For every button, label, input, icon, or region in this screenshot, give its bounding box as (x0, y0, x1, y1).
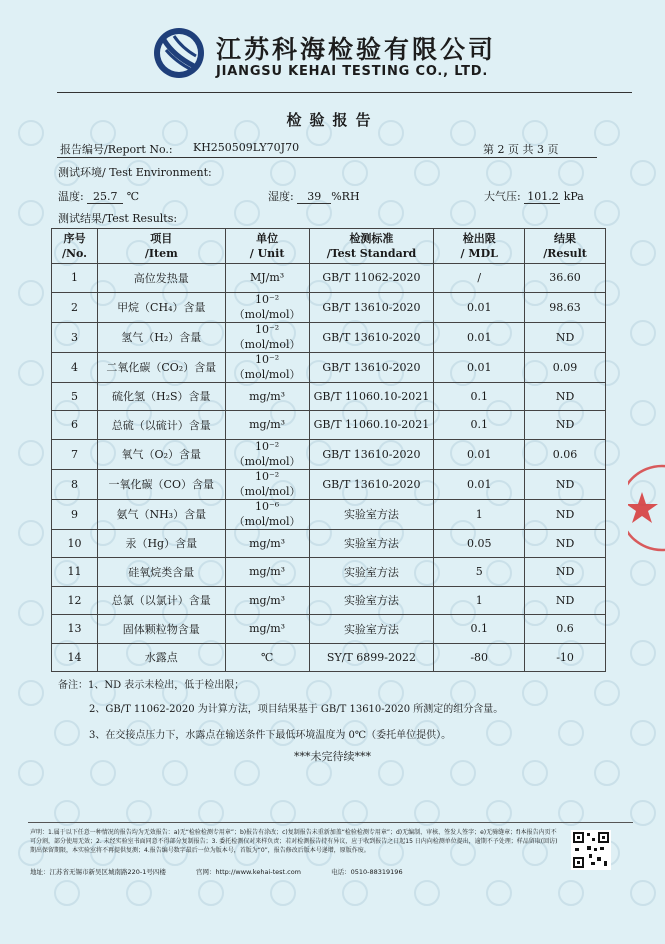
header-divider (57, 92, 632, 93)
row-no: 4 (52, 352, 98, 382)
table-row (52, 439, 606, 469)
col-item: 项目 /Item (97, 229, 225, 264)
row-result: ND (525, 558, 606, 587)
row-mdl: -80 (434, 643, 525, 672)
watermark-logo-icon (594, 680, 620, 706)
row-mdl: 5 (434, 558, 525, 587)
continued-marker: ***未完待续*** (294, 750, 371, 763)
row-standard: GB/T 13610-2020 (309, 322, 434, 352)
row-result: ND (525, 529, 606, 558)
row-standard: GB/T 11060.10-2021 (309, 411, 434, 440)
watermark-logo-icon (18, 440, 44, 466)
watermark-logo-icon (630, 640, 656, 666)
row-no: 7 (52, 439, 98, 469)
col-standard: 检测标准 /Test Standard (309, 229, 434, 264)
watermark-logo-icon (630, 800, 656, 826)
row-item: 甲烷（CH₄）含量 (97, 292, 225, 322)
env-label: 测试环境/ Test Environment: (58, 166, 212, 179)
row-mdl: 1 (434, 586, 525, 615)
row-mdl: 0.01 (434, 292, 525, 322)
row-result: 0.06 (525, 439, 606, 469)
row-item: 氢气（H₂）含量 (97, 322, 225, 352)
col-result: 结果 /Result (525, 229, 606, 264)
company-name-cn: 江苏科海检验有限公司 (216, 35, 497, 64)
watermark-logo-icon (18, 680, 44, 706)
table-row (52, 469, 606, 499)
row-mdl: 0.01 (434, 322, 525, 352)
row-result: ND (525, 586, 606, 615)
watermark-logo-icon (198, 880, 224, 906)
watermark-logo-icon (270, 880, 296, 906)
row-mdl: 0.01 (434, 439, 525, 469)
report-no-label: 报告编号/Report No.: (60, 143, 173, 156)
row-item: 水露点 (97, 643, 225, 672)
row-standard: 实验室方法 (309, 558, 434, 587)
row-result: 0.09 (525, 352, 606, 382)
row-mdl: 0.01 (434, 469, 525, 499)
row-standard: GB/T 13610-2020 (309, 352, 434, 382)
row-result: ND (525, 322, 606, 352)
row-standard: SY/T 6899-2022 (309, 643, 434, 672)
row-item: 氧气（O₂）含量 (97, 439, 225, 469)
col-no: 序号 /No. (52, 229, 98, 264)
row-standard: GB/T 11060.10-2021 (309, 382, 434, 411)
row-standard: GB/T 13610-2020 (309, 292, 434, 322)
footer-statement: 声明：1.属于以下任意一种情况的报告均为无效报告：a)无“检验检测专用章”；b)报告有涂改；c)复制报告未重新加盖“检验检测专用章”；d)无编制、审核、签发人签字；e)无骑缝章；f)本报告内页不可分割，部分使用无效；2. 未经实验室书面同意不得部分复制报告；3. 委托检测仅对来样负责；若对检测报告持有异议，应于收到报告之日起15 日内向检测单位提出，逾期不予处理；样品留取(回访)期出保留期限，本实验室将不再提供复测；4.报告编号数字最后一位为版本号，首版为“0”，报告修改后版本号递增，原版作废。 (30, 829, 558, 854)
row-result: ND (525, 469, 606, 499)
watermark-logo-icon (558, 160, 584, 186)
table-row (52, 411, 606, 440)
table-row (52, 643, 606, 672)
row-standard: 实验室方法 (309, 529, 434, 558)
note-3: 3、在交接点压力下，水露点在输送条件下最低环境温度为 0℃（委托单位提供）。 (89, 730, 452, 741)
report-divider (57, 157, 597, 158)
row-result: 98.63 (525, 292, 606, 322)
row-unit: 10⁻²（mol/mol） (225, 322, 309, 352)
row-mdl: 0.1 (434, 615, 525, 644)
humidity-value: 39 (297, 190, 331, 204)
watermark-logo-icon (270, 160, 296, 186)
watermark-logo-icon (342, 160, 368, 186)
report-no-value: KH250509LY70J70 (193, 141, 300, 154)
row-item: 硅氧烷类含量 (97, 558, 225, 587)
watermark-logo-icon (558, 720, 584, 746)
row-item: 汞（Hg）含量 (97, 529, 225, 558)
watermark-logo-icon (486, 720, 512, 746)
table-row (52, 499, 606, 529)
watermark-logo-icon (18, 200, 44, 226)
row-unit: MJ/m³ (225, 264, 309, 293)
row-no: 9 (52, 499, 98, 529)
row-unit: 10⁻²（mol/mol） (225, 439, 309, 469)
watermark-logo-icon (594, 200, 620, 226)
row-mdl: 1 (434, 499, 525, 529)
watermark-logo-icon (234, 200, 260, 226)
table-row (52, 264, 606, 293)
row-unit: 10⁻²（mol/mol） (225, 352, 309, 382)
watermark-logo-icon (630, 240, 656, 266)
row-item: 固体颗粒物含量 (97, 615, 225, 644)
temperature: 温度: 25.7 ℃ (58, 190, 140, 203)
report-number-line (60, 141, 600, 157)
row-result: 36.60 (525, 264, 606, 293)
watermark-logo-icon (18, 600, 44, 626)
results-table (51, 228, 606, 672)
footer-divider (28, 822, 633, 823)
watermark-logo-icon (342, 880, 368, 906)
watermark-logo-icon (630, 720, 656, 746)
row-standard: GB/T 13610-2020 (309, 439, 434, 469)
row-unit: mg/m³ (225, 529, 309, 558)
row-mdl: 0.01 (434, 352, 525, 382)
footer-phone: 电话：0510-88319196 (331, 868, 403, 876)
table-row (52, 382, 606, 411)
row-mdl: / (434, 264, 525, 293)
row-unit: ℃ (225, 643, 309, 672)
row-item: 氨气（NH₃）含量 (97, 499, 225, 529)
row-mdl: 0.05 (434, 529, 525, 558)
row-result: ND (525, 499, 606, 529)
watermark-logo-icon (630, 400, 656, 426)
row-mdl: 0.1 (434, 411, 525, 440)
row-no: 8 (52, 469, 98, 499)
watermark-logo-icon (126, 880, 152, 906)
row-standard: 实验室方法 (309, 586, 434, 615)
watermark-logo-icon (630, 160, 656, 186)
watermark-logo-icon (558, 880, 584, 906)
table-row (52, 586, 606, 615)
note-1: 备注：1、ND 表示未检出，低于检出限； (58, 680, 245, 691)
report-header (0, 20, 665, 90)
company-name-en: JIANGSU KEHAI TESTING CO., LTD. (216, 64, 489, 79)
row-no: 14 (52, 643, 98, 672)
row-no: 6 (52, 411, 98, 440)
page-indicator: 第 2 页 共 3 页 (483, 143, 559, 156)
footer-address: 地址：江苏省无锡市新吴区城南路220-1号四楼 (30, 868, 166, 876)
row-standard: GB/T 11062-2020 (309, 264, 434, 293)
table-row (52, 529, 606, 558)
row-unit: 10⁻⁶（mol/mol） (225, 499, 309, 529)
row-standard: 实验室方法 (309, 499, 434, 529)
seal-stamp-icon (628, 448, 665, 568)
row-item: 总氯（以氯计）含量 (97, 586, 225, 615)
col-unit: 单位 / Unit (225, 229, 309, 264)
qr-code-icon (571, 830, 611, 870)
watermark-logo-icon (18, 520, 44, 546)
row-no: 12 (52, 586, 98, 615)
doc-title: 检验报告 (286, 111, 379, 129)
row-item: 高位发热量 (97, 264, 225, 293)
pressure-value: 101.2 (524, 190, 560, 204)
watermark-logo-icon (54, 720, 80, 746)
watermark-logo-icon (414, 880, 440, 906)
table-row (52, 615, 606, 644)
watermark-logo-icon (486, 160, 512, 186)
company-logo-icon (152, 26, 206, 80)
results-label: 测试结果/Test Results: (58, 212, 178, 225)
watermark-logo-icon (54, 880, 80, 906)
row-mdl: 0.1 (434, 382, 525, 411)
pressure: 大气压: 101.2 kPa (484, 190, 584, 203)
row-item: 总硫（以硫计）含量 (97, 411, 225, 440)
watermark-logo-icon (630, 320, 656, 346)
temperature-value: 25.7 (87, 190, 123, 204)
row-no: 5 (52, 382, 98, 411)
row-standard: GB/T 13610-2020 (309, 469, 434, 499)
row-no: 1 (52, 264, 98, 293)
table-row (52, 558, 606, 587)
watermark-logo-icon (18, 360, 44, 386)
row-no: 10 (52, 529, 98, 558)
watermark-logo-icon (18, 280, 44, 306)
row-standard: 实验室方法 (309, 615, 434, 644)
row-unit: mg/m³ (225, 382, 309, 411)
row-result: ND (525, 382, 606, 411)
row-unit: 10⁻²（mol/mol） (225, 292, 309, 322)
watermark-logo-icon (486, 880, 512, 906)
watermark-logo-icon (378, 200, 404, 226)
table-row (52, 292, 606, 322)
row-no: 3 (52, 322, 98, 352)
col-mdl: 检出限 / MDL (434, 229, 525, 264)
table-row (52, 322, 606, 352)
row-result: ND (525, 411, 606, 440)
footer-contact (30, 867, 431, 876)
note-2: 2、GB/T 11062-2020 为计算方法，项目结果基于 GB/T 13610-2020 所测定的组分含量。 (89, 704, 504, 715)
row-unit: mg/m³ (225, 586, 309, 615)
row-unit: mg/m³ (225, 558, 309, 587)
row-no: 13 (52, 615, 98, 644)
table-row (52, 352, 606, 382)
row-result: 0.6 (525, 615, 606, 644)
watermark-logo-icon (414, 160, 440, 186)
row-unit: 10⁻²（mol/mol） (225, 469, 309, 499)
row-unit: mg/m³ (225, 411, 309, 440)
table-header-row (52, 229, 606, 264)
row-no: 11 (52, 558, 98, 587)
row-unit: mg/m³ (225, 615, 309, 644)
watermark-logo-icon (630, 880, 656, 906)
row-result: -10 (525, 643, 606, 672)
footer-website: 官网：http://www.kehai-test.com (195, 868, 302, 876)
row-item: 硫化氢（H₂S）含量 (97, 382, 225, 411)
watermark-logo-icon (522, 680, 548, 706)
row-item: 二氧化碳（CO₂）含量 (97, 352, 225, 382)
row-item: 一氧化碳（CO）含量 (97, 469, 225, 499)
watermark-logo-icon (450, 200, 476, 226)
row-no: 2 (52, 292, 98, 322)
humidity: 湿度: 39 %RH (268, 190, 360, 203)
